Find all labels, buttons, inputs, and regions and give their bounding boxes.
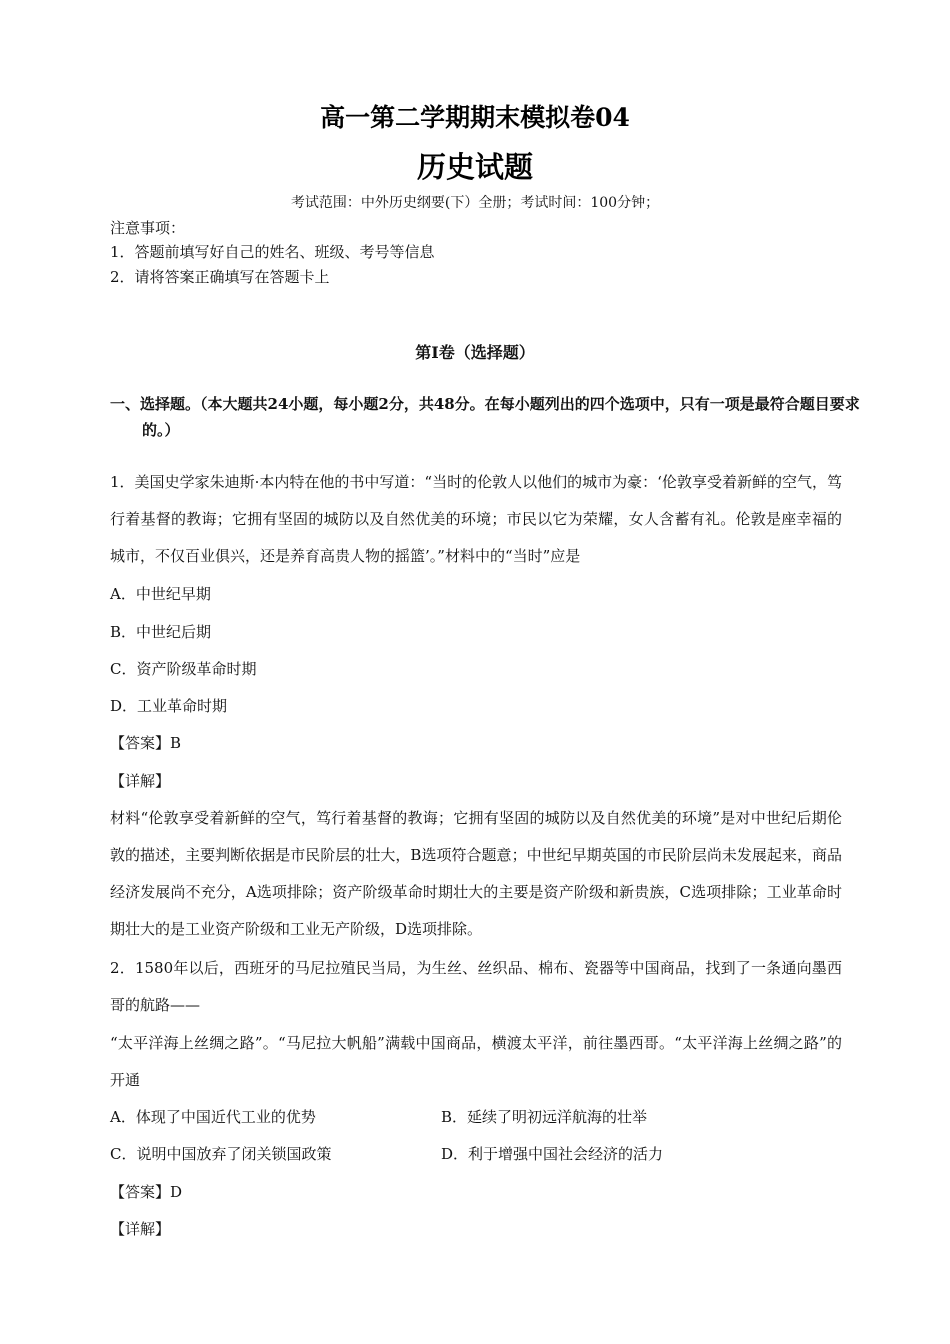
note-item-2: 2．请将答案正确填写在答题卡上: [110, 268, 330, 286]
question-1-option-c: C．资产阶级革命时期: [110, 660, 257, 678]
question-1-answer: 【答案】B: [110, 734, 182, 752]
question-1-option-b: B．中世纪后期: [110, 623, 212, 641]
question-2-answer: 【答案】D: [110, 1183, 183, 1201]
question-2-option-a: A．体现了中国近代工业的优势: [110, 1108, 316, 1126]
question-1-stem: 1．美国史学家朱迪斯·本内特在他的书中写道：“当时的伦敦人以他们的城市为豪：‘伦敦享受着新鲜的空气，笃行着基督的教诲；它拥有坚固的城防以及自然优美的环境；市民以它为荣耀，女人含蓄有礼。伦敦是座幸福的城市，不仅百业俱兴，还是养育高贵人物的摇篮’。”材料中的“当时”应是: [110, 473, 842, 565]
question-1-detail-label: 【详解】: [110, 772, 171, 790]
notes-label: 注意事项：: [110, 219, 186, 237]
exam-title: 高一第二学期期末模拟卷04: [320, 103, 630, 132]
note-item-1: 1．答题前填写好自己的姓名、班级、考号等信息: [110, 243, 435, 261]
question-2-stem-part-2: “太平洋海上丝绸之路”。“马尼拉大帆船”满载中国商品，横渡太平洋，前往墨西哥。“太平洋海上丝绸之路”的开通: [110, 1034, 842, 1089]
section-title: 第I卷（选择题）: [415, 343, 535, 362]
question-2-detail-label: 【详解】: [110, 1220, 171, 1238]
part-heading: 一、选择题。（本大题共24小题，每小题2分，共48分。在每小题列出的四个选项中，只有一项是最符合题目要求的。）: [110, 395, 860, 439]
question-2-option-c: C．说明中国放弃了闭关锁国政策: [110, 1145, 332, 1163]
exam-subtitle: 历史试题: [416, 150, 533, 184]
question-1-option-a: A．中世纪早期: [110, 585, 211, 603]
question-2-stem-part-1: 2．1580年以后，西班牙的马尼拉殖民当局，为生丝、丝织品、棉布、瓷器等中国商品，找到了一条通向墨西哥的航路——: [110, 959, 842, 1014]
question-1-option-d: D．工业革命时期: [110, 697, 228, 715]
exam-scope: 考试范围：中外历史纲要(下）全册；考试时间：100分钟；: [290, 195, 660, 211]
question-2-option-d: D．利于增强中国社会经济的活力: [441, 1145, 664, 1163]
question-2-option-b: B．延续了明初远洋航海的壮举: [441, 1108, 648, 1126]
question-1-detail: 材料“伦敦享受着新鲜的空气，笃行着基督的教诲；它拥有坚固的城防以及自然优美的环境”是对中世纪后期伦敦的描述，主要判断依据是市民阶层的壮大，B选项符合题意；中世纪早期英国的市民阶层尚未发展起来，商品经济发展尚不充分，A选项排除；资产阶级革命时期壮大的主要是资产阶级和新贵族，C选项排除；工业革命时期壮大的是工业资产阶级和工业无产阶级，D选项排除。: [110, 809, 842, 938]
